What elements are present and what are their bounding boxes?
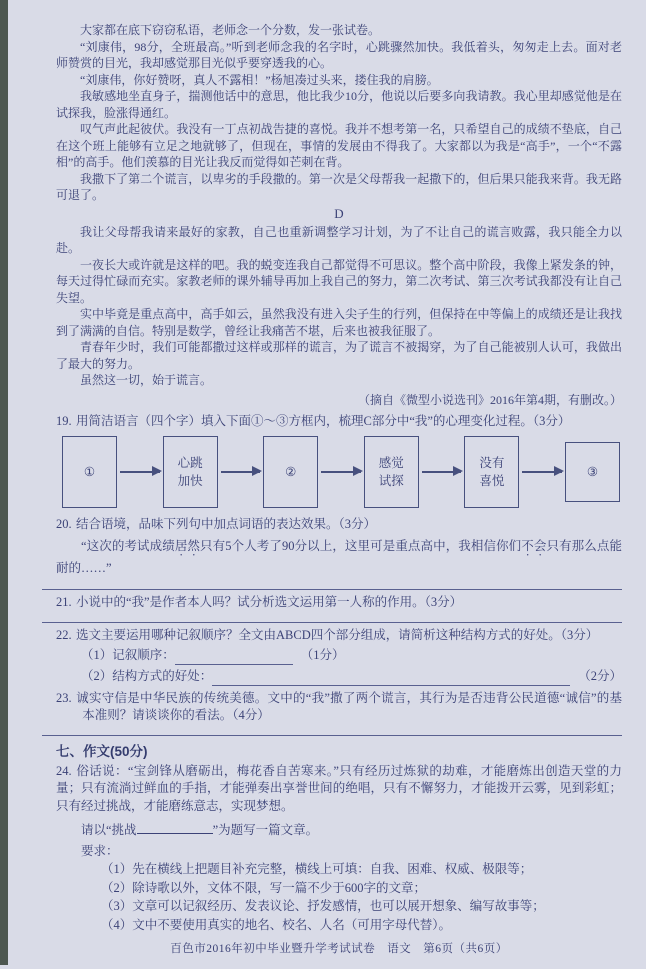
- flow-arrow-icon: [422, 471, 462, 473]
- question-text: 选文主要运用哪种记叙顺序？全文由ABCD四个部分组成，请简析这种结构方式的好处。（3分）: [76, 627, 599, 642]
- flow-arrow-icon: [522, 471, 562, 473]
- question-20-quote: [56, 537, 622, 578]
- emphasized-word: 不会: [521, 538, 547, 553]
- passage-c: [56, 22, 622, 204]
- passage-paragraph: “刘康伟，98分，全班最高。”听到老师念我的名字时，心跳骤然加快。我低着头，匆匆走上去。面对老师赞赏的目光，我却感觉那目光似乎要穿透我的心。: [56, 39, 622, 70]
- passage-paragraph: 大家都在底下窃窃私语，老师念一个分数，发一张试卷。: [80, 23, 381, 37]
- flow-box-4: [364, 436, 419, 508]
- flow-arrow-icon: [221, 471, 261, 473]
- title-blank: [137, 820, 213, 834]
- question-number: 23.: [56, 690, 72, 705]
- answer-line: [42, 589, 622, 590]
- passage-paragraph: 叹气声此起彼伏。我没有一丁点初战告捷的喜悦。我并不想考第一名，只希望自己的成绩不垫底，自己在这个班上能够有立足之地就够了，但现在，事情的发展由不得我了。大家都以为我是“高手”，一个“不露相”的高手。他们羡慕的目光让我反而觉得如芒刺在背。: [56, 122, 622, 169]
- flow-box-line: ②: [285, 464, 297, 479]
- question-22: [56, 627, 622, 644]
- points-label: （2分）: [578, 668, 622, 683]
- prompt-text: 请以“挑战: [81, 823, 137, 837]
- passage-paragraph: 我敏感地坐直身子，揣测他话中的意思，他比我少10分，他说以后要多向我请教。我心里却感觉他是在试探我，脸涨得通红。: [56, 89, 622, 120]
- prompt-text: ”为题写一篇文章。: [212, 823, 319, 837]
- quote-segment: 只有5个人考了90分以上，这里可是重点高中，我相信你们: [200, 538, 522, 553]
- question-text: 诚实守信是中华民族的传统美德。文中的“我”撒了两个谎言，其行为是否违背公民道德“诚信”的基本准则？请谈谈你的看法。（4分）: [76, 690, 622, 722]
- question-number: 22.: [56, 627, 72, 642]
- flow-box-6: [565, 442, 620, 502]
- requirement-item: （2）除诗歌以外，文体不限，写一篇不少于600字的文章；: [101, 880, 427, 895]
- emphasized-word: 居然: [174, 538, 201, 553]
- sub-question-label: （2）结构方式的好处：: [81, 668, 213, 683]
- sub-question-label: （1）记叙顺序：: [81, 647, 175, 662]
- page-footer: 百色市2016年初中毕业暨升学考试试卷 语文 第6页（共6页）: [170, 943, 508, 955]
- passage-d: [56, 224, 622, 389]
- flow-box-line: 没有: [479, 455, 505, 470]
- flow-box-line: ①: [83, 464, 96, 479]
- question-19: [56, 413, 622, 430]
- question-24: [56, 763, 622, 816]
- flow-arrow-icon: [120, 471, 160, 473]
- question-21: [56, 594, 622, 611]
- flow-box-3: [263, 436, 318, 508]
- flow-box-1: [62, 436, 117, 508]
- source-attribution: （摘自《微型小说选刊》2016年第4期，有删改。）: [357, 392, 622, 407]
- requirement-item: （3）文章可以记叙经历、发表议论、抒发感情，也可以展开想象、编写故事等；: [101, 899, 545, 913]
- flowchart: [62, 436, 620, 508]
- flow-box-line: 加快: [177, 473, 203, 488]
- question-number: 24.: [56, 763, 72, 778]
- requirement-item: （4）文中不要使用真实的地名、校名、人名（可用字母代替）。: [101, 917, 452, 932]
- scan-edge-strip: [0, 0, 8, 965]
- requirement-item: （1）先在横线上把题目补充完整，横线上可填：自我、困难、权威、极限等；: [101, 862, 533, 876]
- answer-blank: [175, 650, 293, 665]
- exam-page: [56, 22, 622, 969]
- essay-title-prompt: [56, 820, 622, 840]
- passage-paragraph: 我撒下了第二个谎言，以卑劣的手段撒的。第一次是父母帮我一起撒下的，但后果只能我来背。我无路可退了。: [56, 171, 622, 202]
- quote-segment: “这次的考试成绩: [81, 538, 175, 553]
- passage-paragraph: 一夜长大或许就是这样的吧。我的蜕变连我自己都觉得不可思议。整个高中阶段，我像上紧发条的钟，每天过得忙碌而充实。家教老师的课外辅导再加上我自己的努力，第二次考试、第三次考试我都没有让自己失望。: [56, 257, 622, 305]
- question-22-sub-1: [56, 646, 622, 665]
- answer-blank: [212, 671, 570, 686]
- question-number: 20.: [56, 516, 72, 531]
- passage-paragraph: 青春年少时，我们可能都撒过这样或那样的谎言，为了谎言不被揭穿，为了自己能被别人认可，我做出了最大的努力。: [56, 340, 622, 371]
- section-divider-line: [42, 735, 622, 736]
- passage-paragraph: 实中毕竟是重点高中，高手如云，虽然我没有进入尖子生的行列，但保持在中等偏上的成绩还是让我找到了满满的自信。特别是数学，曾经让我痛苦不堪，后来也被我征服了。: [56, 307, 622, 338]
- question-number: 19.: [56, 413, 72, 428]
- question-text: 小说中的“我”是作者本人吗？试分析选文运用第一人称的作用。（3分）: [76, 594, 463, 609]
- question-number: 21.: [56, 594, 72, 609]
- essay-section-title: 七、作文(50分): [56, 743, 148, 759]
- flow-box-5: [464, 436, 519, 508]
- question-23: [56, 690, 622, 724]
- requirements-label: 要求：: [81, 844, 119, 858]
- passage-paragraph: 我让父母帮我请来最好的家教，自己也重新调整学习计划，为了不让自己的谎言败露，我只能全力以赴。: [56, 224, 622, 255]
- question-text: 结合语境，品味下列句中加点词语的表达效果。（3分）: [76, 516, 377, 531]
- flow-box-line: 喜悦: [479, 473, 505, 488]
- flow-box-line: 心跳: [177, 455, 203, 470]
- points-label: （1分）: [300, 647, 345, 662]
- flow-box-line: 感觉: [378, 455, 404, 470]
- flow-box-2: [163, 436, 218, 508]
- question-20: [56, 516, 622, 533]
- quote-segment: 只有那么点能耐的……”: [56, 538, 622, 575]
- question-text: 俗话说：“宝剑锋从磨砺出，梅花香自苦寒来。”只有经历过炼狱的劫难，才能磨炼出创造天堂的力量；只有流淌过鲜血的手指，才能弹奏出享誉世间的绝唱，只有不懈努力，才能拨开云雾，见到彩虹；只有经过挑战，才能磨练意志，实现梦想。: [56, 763, 622, 813]
- flow-arrow-icon: [321, 471, 361, 473]
- flow-box-line: ③: [586, 464, 599, 479]
- passage-paragraph: 虽然这一切，始于谎言。: [80, 373, 213, 387]
- question-22-sub-2: [56, 667, 622, 686]
- flow-box-line: 试探: [378, 473, 404, 488]
- passage-paragraph: “刘康伟，你好赞呀，真人不露相！”杨旭凑过头来，搂住我的肩膀。: [80, 72, 439, 87]
- answer-line: [42, 622, 622, 623]
- question-text: 用简洁语言（四个字）填入下面①～③方框内，梳理C部分中“我”的心理变化过程。（3分）: [76, 413, 571, 428]
- section-d-label: D: [334, 205, 344, 221]
